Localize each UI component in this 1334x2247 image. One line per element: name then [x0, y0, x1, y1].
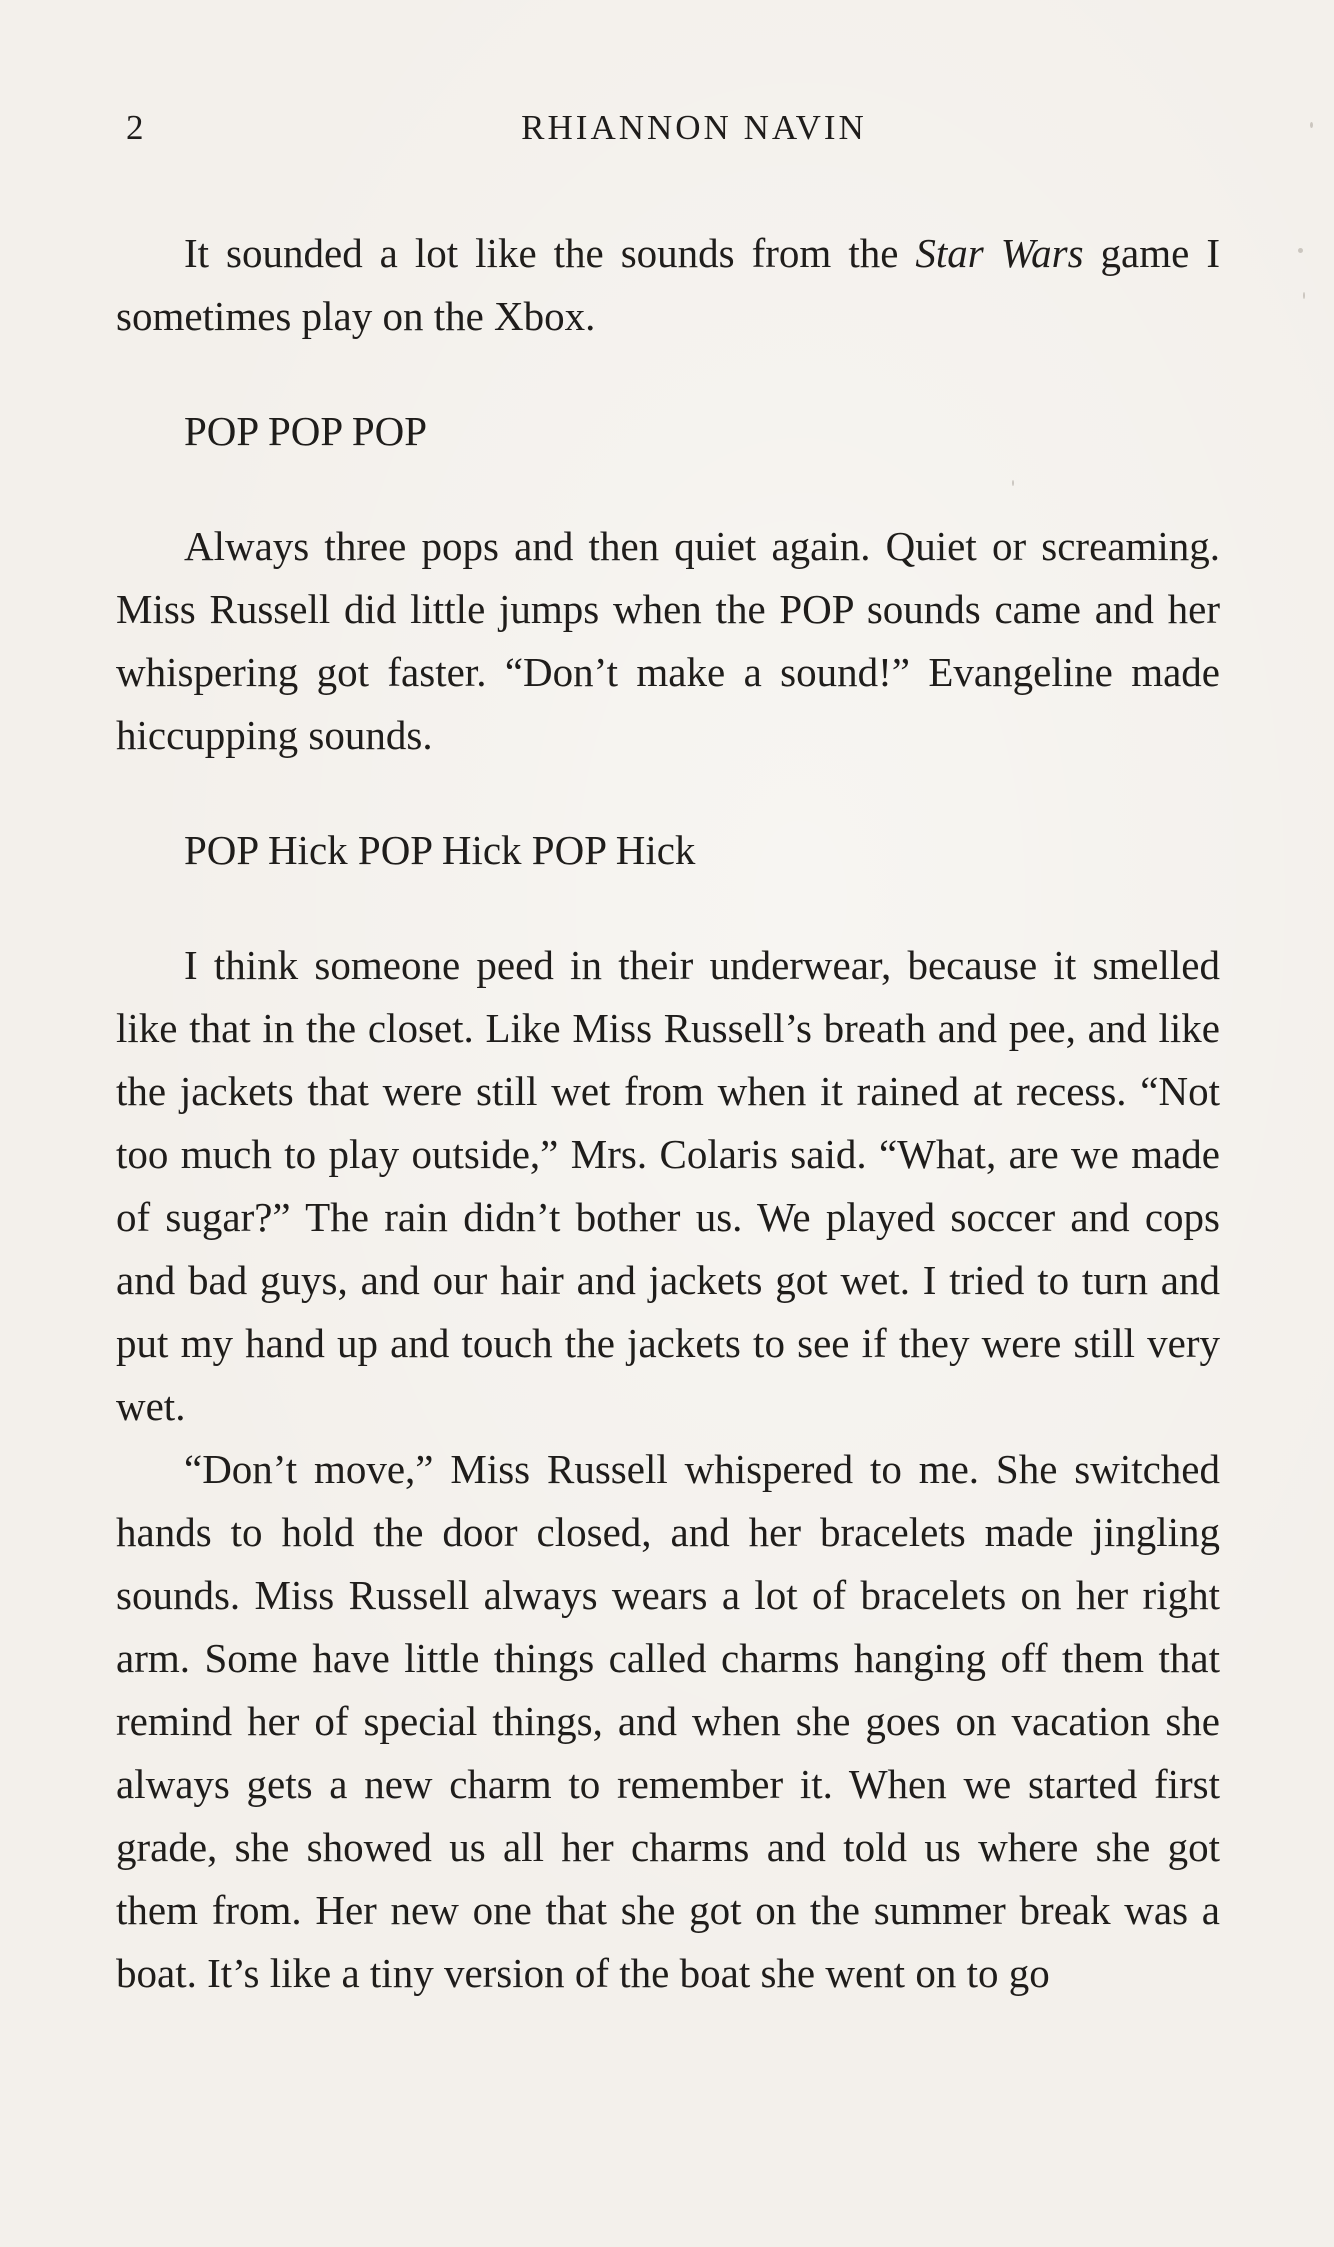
italic-title: Star Wars [915, 230, 1084, 276]
page-number: 2 [126, 108, 145, 147]
page-header [126, 108, 1204, 158]
paragraph-text: game I sometimes play on the Xbox. [116, 230, 1220, 339]
paragraph: I think someone peed in their underwear, because it smelled like that in the closet. Like Miss Russell’s breath and pee, and like the jackets that were still wet from when it rained at recess. “Not too much to play outside,” Mrs. Colaris said. “What, are we made of sugar?” The rain didn’t bother us. We played soccer and cops and bad guys, and our hair and jackets got wet. I tried to turn and put my hand up and touch the jackets to see if they were still very wet. [116, 942, 1220, 1429]
scan-speck [1310, 122, 1313, 128]
sound-line: POP POP POP [184, 408, 428, 454]
paragraph-text: It sounded a lot like the sounds from the [184, 230, 916, 276]
paragraph: Always three pops and then quiet again. Quiet or screaming. Miss Russell did little jumps when the POP sounds came and her whispering got faster. “Don’t make a sound!” Evangeline made hiccupping sounds. [116, 523, 1220, 758]
scan-speck [1303, 292, 1305, 299]
scan-speck [1298, 248, 1303, 253]
paragraph: “Don’t move,” Miss Russell whispered to me. She switched hands to hold the door closed, and her bracelets made jingling sounds. Miss Russell always wears a lot of bracelets on her right arm. Some have little things called charms hanging off them that remind her of special things, and when she goes on vacation she always gets a new charm to remember it. When we started first grade, she showed us all her charms and told us where she got them from. Her new one that she got on the summer break was a boat. It’s like a tiny version of the boat she went on to go [116, 1446, 1220, 1996]
paragraph [116, 222, 1220, 348]
sound-line: POP Hick POP Hick POP Hick [184, 827, 696, 873]
body-text [116, 222, 1220, 2005]
running-head-author: RHIANNON NAVIN [521, 108, 867, 147]
scan-speck [1012, 480, 1014, 486]
